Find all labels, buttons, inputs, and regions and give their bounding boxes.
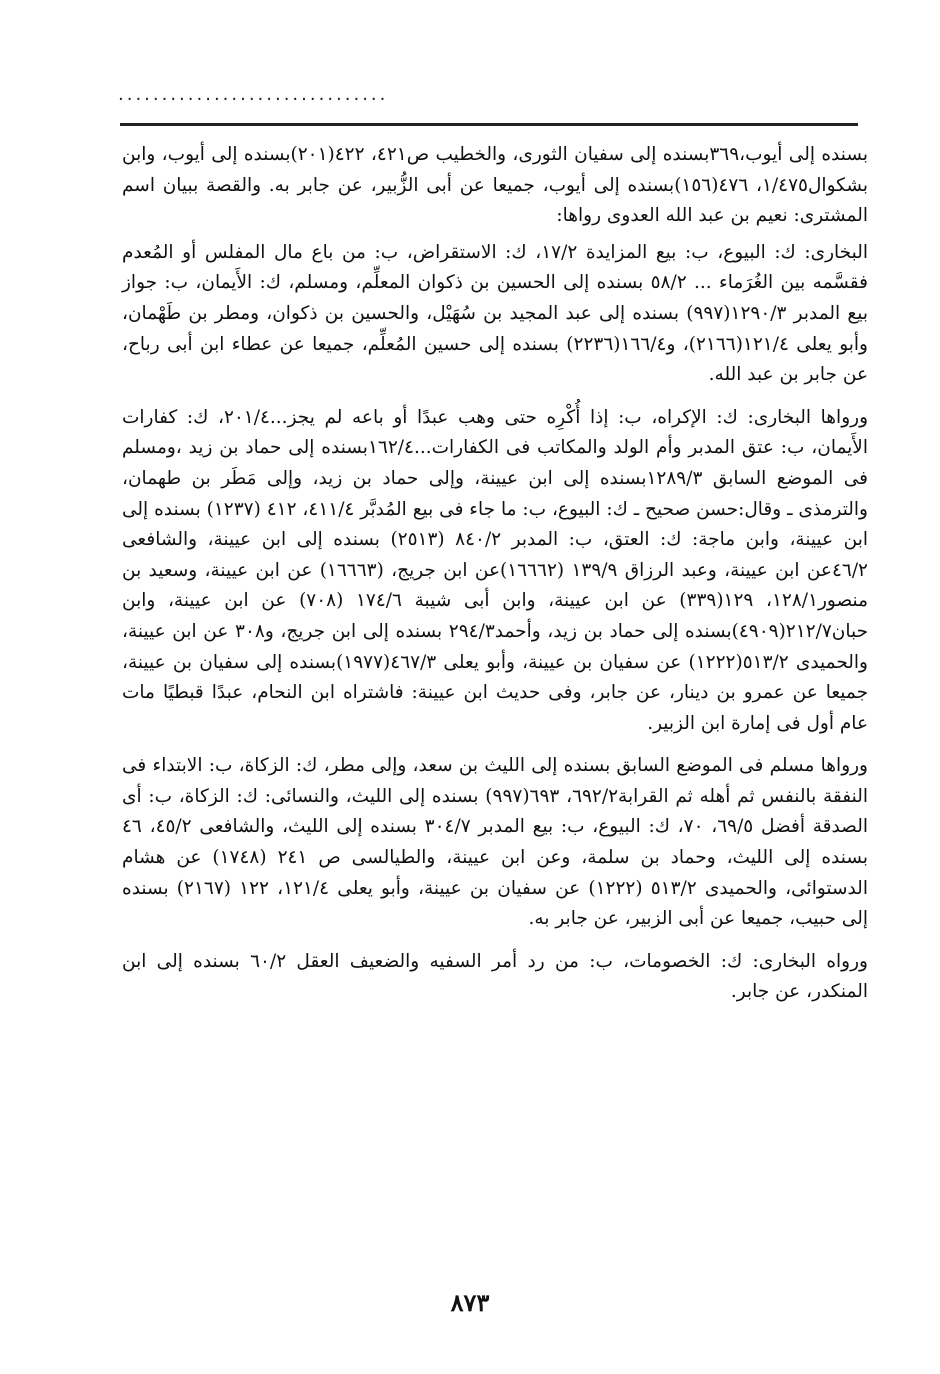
paragraph-5: ورواه البخارى: ك: الخصومات، ب: من رد أمر السفيه والضعيف العقل ٦٠/٢ بسنده إلى ابن المنكدر، عن جابر.: [122, 950, 868, 1003]
paragraph-2: البخارى: ك: البيوع، ب: بيع المزايدة ١٧/٢، ك: الاستقراض، ب: من باع مال المفلس أو المُعدم فقسَّمه بين الغُرَماء ... ٥٨/٢ بسنده إلى الحسين بن ذكوان المعلِّم، ومسلم، ك: الأَيمان، ب: جواز بيع المدبر ١٢٩٠/٣(٩٩٧) بسنده إلى عبد المجيد بن سُهَيْل، والحسين بن ذكوان، ومطر بن طَهْمان، وأبو يعلى ١٢١/٤(٢١٦٦)، و١٦٦/٤(٢٢٣٦) بسنده إلى حسين المُعلِّم، جميعا عن عطاء ابن أبى رباح، عن جابر بن عبد الله.: [122, 241, 868, 386]
header-rule: [120, 123, 858, 126]
paragraph-1: بسنده إلى أيوب،٣٦٩بسنده إلى سفيان الثورى، والخطيب ص٤٢١، ٤٢٢(٢٠١)بسنده إلى أيوب، وابن بشكوال١/٤٧٥، ٤٧٦(١٥٦)بسنده إلى أيوب، جميعا عن أبى الزُّبير، عن جابر به. والقصة ببيان اسم المشترى: نعيم بن عبد الله العدوى رواها:: [122, 144, 868, 227]
header-dotted-line: ...............................: [118, 84, 389, 105]
body-text: [122, 140, 868, 1020]
paragraph-3: ورواها البخارى: ك: الإكراه، ب: إذا أُكْرِه حتى وهب عبدًا أو باعه لم يجز...٢٠١/٤، ك: كفارات الأَيمان، ب: عتق المدبر وأم الولد والمكاتب فى الكفارات...١٦٢/٤بسنده إلى حماد بن زيد ،ومسلم فى الموضع السابق ١٢٨٩/٣بسنده إلى ابن عيينة، وإلى حماد بن زيد، وإلى مَطَر بن طهمان، والترمذى ـ وقال:حسن صحيح ـ ك: البيوع، ب: ما جاء فى بيع المُدبَّر ٤١١/٤، ٤١٢ (١٢٣٧) بسنده إلى ابن عيينة، وابن ماجة: ك: العتق، ب: المدبر ٨٤٠/٢ (٢٥١٣) بسنده إلى ابن عيينة، والشافعى ٤٦/٢عن ابن عيينة، وعبد الرزاق ١٣٩/٩ (١٦٦٦٢)عن ابن جريج، (١٦٦٦٣) عن ابن عيينة، وسعيد بن منصور١٢٨/١، ١٢٩(٣٣٩) عن ابن عيينة، وابن أبى شيبة ١٧٤/٦ (٧٠٨) عن ابن عيينة، وابن حبان٢١٢/٧(٤٩٠٩)بسنده إلى حماد بن زيد، وأحمد٢٩٤/٣ بسنده إلى ابن جريج، و٣٠٨ عن ابن عيينة، والحميدى ٥١٣/٢(١٢٢٢) عن سفيان بن عيينة، وأبو يعلى ٤٦٧/٣(١٩٧٧)بسنده إلى سفيان بن عيينة، جميعا عن عمرو بن دينار، عن جابر، وفى حديث ابن عيينة: فاشتراه ابن النحام، عبدًا قبطيًا مات عام أول فى إمارة ابن الزبير.: [122, 406, 869, 734]
paragraph-4: ورواها مسلم فى الموضع السابق بسنده إلى الليث بن سعد، وإلى مطر، ك: الزكاة، ب: الابتداء فى النفقة بالنفس ثم أهله ثم القرابة٦٩٢/٢، ٦٩٣(٩٩٧) بسنده إلى الليث، والنسائى: ك: الزكاة، ب: أى الصدقة أفضل ٦٩/٥، ٧٠، ك: البيوع، ب: بيع المدبر ٣٠٤/٧ بسنده إلى الليث، والشافعى ٤٥/٢، ٤٦ بسنده إلى الليث، وحماد بن سلمة، وعن ابن عيينة، والطيالسى ص ٢٤١ (١٧٤٨) عن هشام الدستوائى، والحميدى ٥١٣/٢ (١٢٢٢) عن سفيان بن عيينة، وأبو يعلى ١٢١/٤، ١٢٢ (٢١٦٧) بسنده إلى حبيب، جميعا عن أبى الزبير، عن جابر به.: [122, 755, 869, 930]
page-number: ٨٧٣: [450, 1288, 490, 1317]
